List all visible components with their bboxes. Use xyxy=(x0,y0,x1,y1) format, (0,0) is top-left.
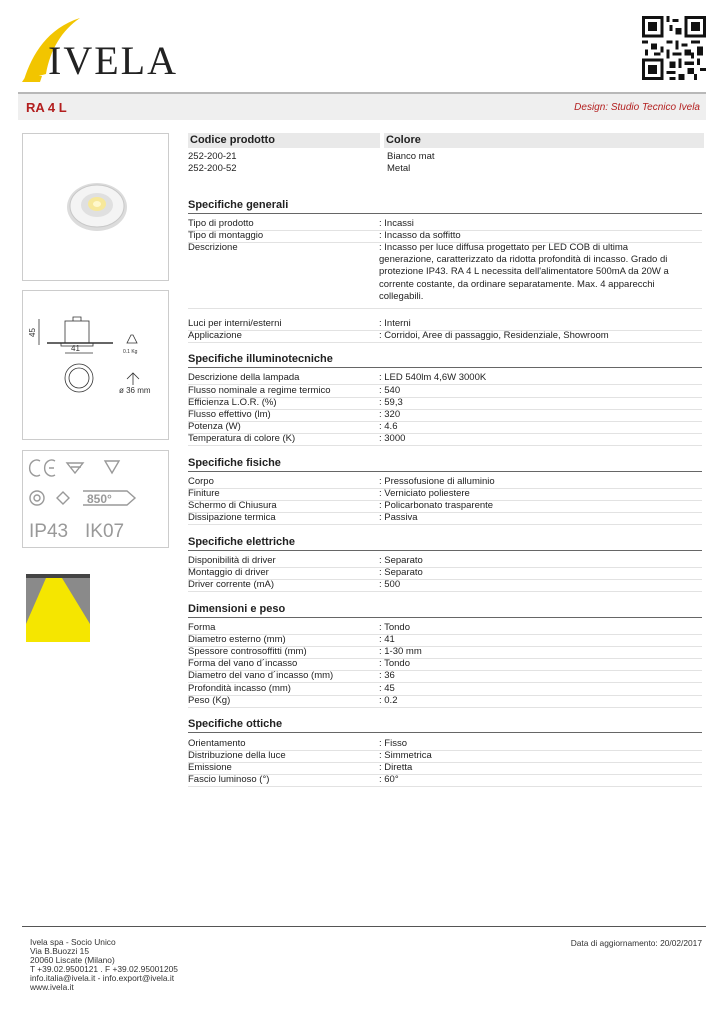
spec-row xyxy=(188,372,702,385)
spec-value: : Verniciato poliestere xyxy=(379,488,470,499)
spec-key: Descrizione della lampada xyxy=(188,372,300,383)
spec-value: : Tondo xyxy=(379,658,410,669)
spec-key: Tipo di prodotto xyxy=(188,218,254,229)
company-phone: T +39.02.9500121 . F +39.02.95001205 xyxy=(30,964,178,974)
product-color: Bianco mat xyxy=(387,151,435,162)
color-header: Colore xyxy=(384,133,704,148)
height-dimension: 45 xyxy=(28,328,37,337)
width-dimension: 41 xyxy=(71,344,80,353)
weight-label: 0.1 Kg xyxy=(123,349,138,355)
spec-value: : Corridoi, Aree di passaggio, Residenziale, Showroom xyxy=(379,330,609,341)
product-title: RA 4 L xyxy=(26,100,67,115)
spec-key: Corpo xyxy=(188,476,214,487)
spec-row xyxy=(188,695,702,708)
spec-key: Luci per interni/esterni xyxy=(188,318,282,329)
company-address: Via B.Buozzi 15 xyxy=(30,946,89,956)
glow-wire-label: 850° xyxy=(87,492,112,506)
spec-value: : 41 xyxy=(379,634,395,645)
spec-row xyxy=(188,512,702,525)
spec-value: : Passiva xyxy=(379,512,418,523)
spec-value: : Separato xyxy=(379,555,423,566)
spec-value: : Tondo xyxy=(379,622,410,633)
product-color: Metal xyxy=(387,163,411,174)
spec-value: : 36 xyxy=(379,670,395,681)
section-title-electrical: Specifiche elettriche xyxy=(188,536,702,551)
spec-value: : Incasso da soffitto xyxy=(379,230,461,241)
spec-key: Flusso nominale a regime termico xyxy=(188,385,331,396)
spec-row-description xyxy=(188,242,702,309)
spec-key: Efficienza L.O.R. (%) xyxy=(188,397,277,408)
spec-key: Diametro esterno (mm) xyxy=(188,634,286,645)
section-title-optical: Specifiche ottiche xyxy=(188,718,702,733)
spec-key: Diametro del vano d´incasso (mm) xyxy=(188,670,334,681)
product-code: 252-200-52 xyxy=(188,163,237,174)
spec-value: : 500 xyxy=(379,579,401,590)
spec-key: Forma xyxy=(188,622,216,633)
design-credit: Design: Studio Tecnico Ivela xyxy=(574,102,700,113)
ip-rating: IP43 xyxy=(29,521,69,542)
company-city: 20060 Liscate (Milano) xyxy=(30,955,115,965)
spec-value: : Diretta xyxy=(379,762,413,773)
product-code-header: Codice prodotto xyxy=(188,133,380,148)
product-code: 252-200-21 xyxy=(188,151,237,162)
company-name: Ivela spa - Socio Unico xyxy=(30,937,116,947)
spec-key: Schermo di Chiusura xyxy=(188,500,277,511)
product-title-bar xyxy=(18,92,706,120)
spec-key: Disponibilità di driver xyxy=(188,555,276,566)
spec-key: Applicazione xyxy=(188,330,242,341)
spec-value: : Fisso xyxy=(379,738,407,749)
spec-key: Tipo di montaggio xyxy=(188,230,264,241)
product-photo xyxy=(22,133,169,281)
spec-value: : 1-30 mm xyxy=(379,646,422,657)
section-title-dimensions: Dimensioni e peso xyxy=(188,603,702,618)
spec-value: : LED 540lm 4,6W 3000K xyxy=(379,372,487,383)
spec-key: Temperatura di colore (K) xyxy=(188,433,296,444)
update-date: Data di aggiornamento: 20/02/2017 xyxy=(570,938,702,948)
spec-key: Flusso effettivo (lm) xyxy=(188,409,271,420)
spec-row xyxy=(188,579,702,592)
spec-row xyxy=(188,330,702,343)
spec-value: : 0.2 xyxy=(379,695,398,706)
technical-drawing xyxy=(22,290,169,440)
spec-key: Descrizione xyxy=(188,242,238,253)
spec-value: : Simmetrica xyxy=(379,750,432,761)
company-website[interactable]: www.ivela.it xyxy=(30,982,74,992)
spec-key: Distribuzione della luce xyxy=(188,750,286,761)
spec-key: Potenza (W) xyxy=(188,421,241,432)
spec-value: : Separato xyxy=(379,567,423,578)
spec-key: Profondità incasso (mm) xyxy=(188,683,291,694)
cutout-label: ø 36 mm xyxy=(119,386,151,395)
spec-key: Emissione xyxy=(188,762,232,773)
spec-value: : 59,3 xyxy=(379,397,403,408)
spec-key: Forma del vano d´incasso xyxy=(188,658,298,669)
qr-code xyxy=(642,16,706,80)
ik-rating: IK07 xyxy=(85,521,125,542)
spec-row xyxy=(188,670,702,683)
spec-key: Spessore controsoffitti (mm) xyxy=(188,646,307,657)
spec-value: : Incassi xyxy=(379,218,414,229)
spec-value: : 320 xyxy=(379,409,401,420)
spec-key: Driver corrente (mA) xyxy=(188,579,275,590)
spec-value: : Pressofusione di alluminio xyxy=(379,476,495,487)
spec-key: Fascio luminoso (°) xyxy=(188,774,270,785)
ivela-logo xyxy=(18,14,178,86)
spec-row xyxy=(188,774,702,787)
spec-key: Dissipazione termica xyxy=(188,512,276,523)
spec-value: : 3000 xyxy=(379,433,406,444)
spec-key: Orientamento xyxy=(188,738,246,749)
spec-key: Finiture xyxy=(188,488,220,499)
certifications-box xyxy=(22,450,169,548)
spec-value: : Interni xyxy=(379,318,411,329)
spec-value: : Incasso per luce diffusa progettato per LED COB di ultima generazione, caratterizzato da ridotta profondità di incasso. Grado di protezione IP43. RA 4 L necessita dell'alimentatore 500mA da 20W a corrente costante, da ordinare separatamente. Max. 4 apparecchi collegabili. xyxy=(379,242,669,302)
beam-diagram xyxy=(26,574,90,642)
section-title-lighting: Specifiche illuminotecniche xyxy=(188,353,702,368)
company-email: info.italia@ivela.it - info.export@ivela.it xyxy=(30,973,175,983)
spec-key: Montaggio di driver xyxy=(188,567,269,578)
spec-value: : 4.6 xyxy=(379,421,398,432)
spec-row xyxy=(188,433,702,446)
spec-value: : 45 xyxy=(379,683,395,694)
logo-text: IVELA xyxy=(48,38,178,83)
spec-value: : Policarbonato trasparente xyxy=(379,500,494,511)
section-title-general: Specifiche generali xyxy=(188,199,702,214)
section-title-physical: Specifiche fisiche xyxy=(188,457,702,472)
footer-divider xyxy=(22,926,706,927)
spec-key: Peso (Kg) xyxy=(188,695,231,706)
spec-value: : 540 xyxy=(379,385,401,396)
spec-value: : 60° xyxy=(379,774,399,785)
